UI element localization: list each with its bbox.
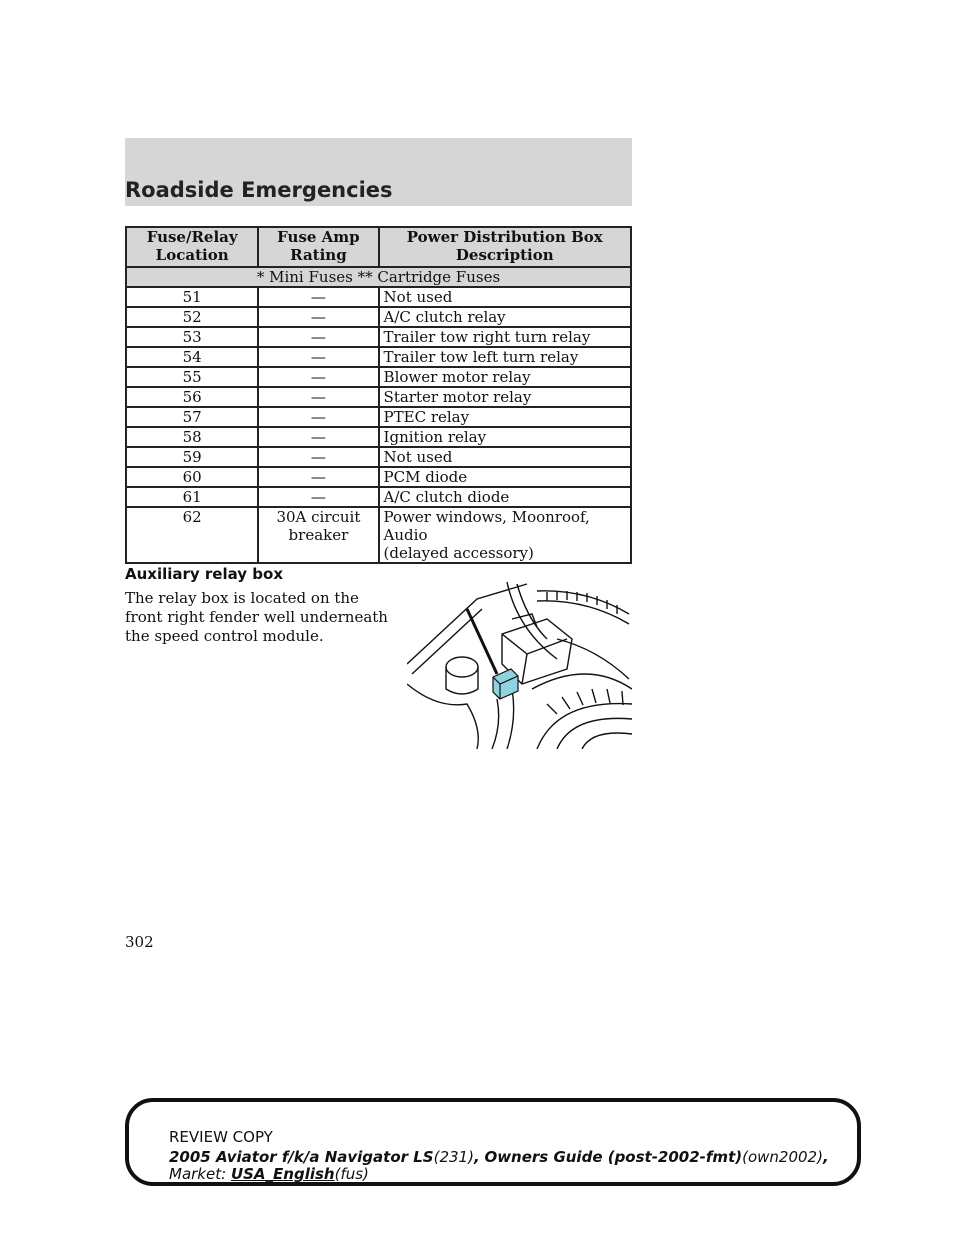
fuse-table — [125, 226, 632, 564]
table-row — [126, 407, 631, 427]
amp-cell: — — [258, 407, 378, 427]
table-row — [126, 487, 631, 507]
location-cell: 58 — [126, 427, 258, 447]
amp-cell: 30A circuit breaker — [258, 507, 378, 563]
table-row — [126, 307, 631, 327]
table-row — [126, 347, 631, 367]
market-info-line: Market: USA_English(fus) — [169, 1165, 369, 1183]
engine-bay-illustration — [407, 579, 632, 749]
table-row — [126, 387, 631, 407]
section-title: Roadside Emergencies — [125, 178, 393, 202]
description-cell: Ignition relay — [379, 427, 631, 447]
table-row — [126, 287, 631, 307]
location-cell: 56 — [126, 387, 258, 407]
review-copy-label: REVIEW COPY — [169, 1128, 273, 1146]
amp-cell: — — [258, 387, 378, 407]
amp-cell: — — [258, 307, 378, 327]
page-number: 302 — [125, 933, 154, 951]
table-note-row — [126, 267, 631, 287]
description-cell: Not used — [379, 447, 631, 467]
table-row — [126, 327, 631, 347]
amp-cell: — — [258, 347, 378, 367]
description-cell: A/C clutch diode — [379, 487, 631, 507]
table-row — [126, 467, 631, 487]
description-cell: Trailer tow left turn relay — [379, 347, 631, 367]
table-row — [126, 367, 631, 387]
review-copy-box — [125, 1098, 861, 1186]
header-location: Fuse/Relay Location — [126, 227, 258, 267]
auxiliary-relay-box-heading: Auxiliary relay box — [125, 565, 283, 583]
description-cell: A/C clutch relay — [379, 307, 631, 327]
table-row — [126, 427, 631, 447]
table-row — [126, 447, 631, 467]
location-cell: 59 — [126, 447, 258, 467]
amp-cell: — — [258, 427, 378, 447]
location-cell: 61 — [126, 487, 258, 507]
description-cell: Power windows, Moonroof, Audio (delayed accessory) — [379, 507, 631, 563]
amp-cell: — — [258, 327, 378, 347]
description-cell: PCM diode — [379, 467, 631, 487]
document-info-line: 2005 Aviator f/k/a Navigator LS(231), Owners Guide (post-2002-fmt)(own2002), — [169, 1148, 829, 1166]
location-cell: 54 — [126, 347, 258, 367]
description-cell: Starter motor relay — [379, 387, 631, 407]
amp-cell: — — [258, 467, 378, 487]
location-cell: 55 — [126, 367, 258, 387]
amp-cell: — — [258, 447, 378, 467]
location-cell: 53 — [126, 327, 258, 347]
table-row — [126, 507, 631, 563]
header-amp-rating: Fuse Amp Rating — [258, 227, 378, 267]
amp-cell: — — [258, 487, 378, 507]
amp-cell: — — [258, 367, 378, 387]
location-cell: 60 — [126, 467, 258, 487]
description-cell: Trailer tow right turn relay — [379, 327, 631, 347]
header-description: Power Distribution Box Description — [379, 227, 631, 267]
description-cell: Not used — [379, 287, 631, 307]
description-cell: PTEC relay — [379, 407, 631, 427]
relay-box-location-text: The relay box is located on the front right fender well underneath the speed control module. — [125, 589, 388, 645]
description-cell: Blower motor relay — [379, 367, 631, 387]
fuse-type-note: * Mini Fuses ** Cartridge Fuses — [126, 267, 631, 287]
location-cell: 62 — [126, 507, 258, 563]
location-cell: 52 — [126, 307, 258, 327]
location-cell: 51 — [126, 287, 258, 307]
table-header-row — [126, 227, 631, 267]
location-cell: 57 — [126, 407, 258, 427]
amp-cell: — — [258, 287, 378, 307]
